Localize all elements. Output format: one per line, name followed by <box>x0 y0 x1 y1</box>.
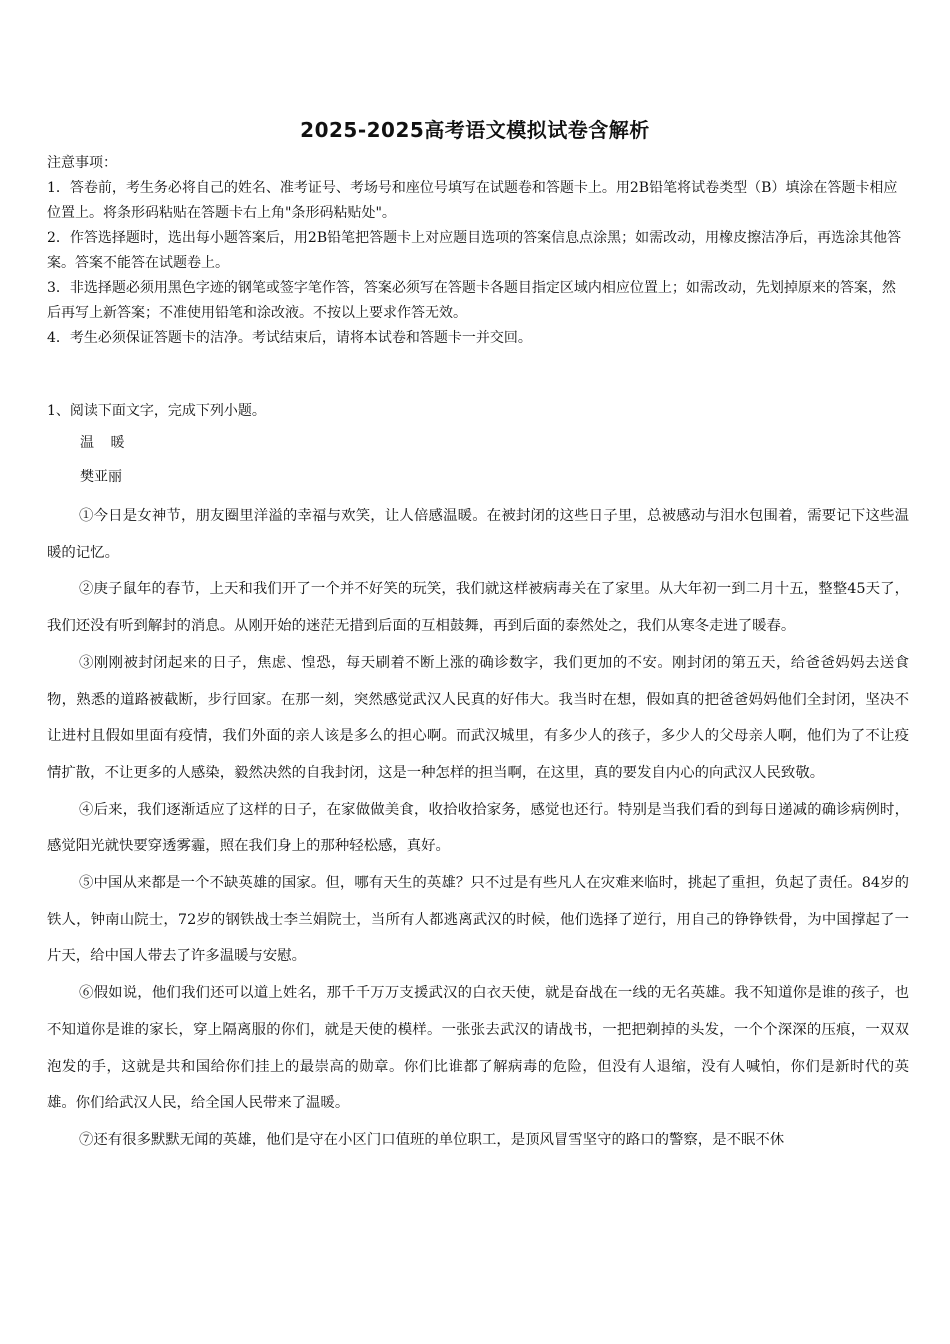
notice-heading: 注意事项： <box>47 155 117 171</box>
article-body <box>47 498 909 1159</box>
article-paragraph: ④后来，我们逐渐适应了这样的日子，在家做做美食，收拾收拾家务，感觉也还行。特别是当我们看的到每日递减的确诊病例时，感觉阳光就快要穿透雾霾，照在我们身上的那种轻松感，真好。 <box>47 801 909 855</box>
article-paragraph: ⑥假如说，他们我们还可以道上姓名，那千千万万支援武汉的白衣天使，就是奋战在一线的无名英雄。我不知道你是谁的孩子，也不知道你是谁的家长，穿上隔离服的你们，就是天使的模样。一张张去武汉的请战书，一把把剃掉的头发，一个个深深的压痕，一双双泡发的手，这就是共和国给你们挂上的最崇高的勋章。你们比谁都了解病毒的危险，但没有人退缩，没有人喊怕，你们是新时代的英雄。你们给武汉人民，给全国人民带来了温暖。 <box>47 985 909 1112</box>
question-intro: 1、阅读下面文字，完成下列小题。 <box>47 403 266 419</box>
article-paragraph: ②庚子鼠年的春节，上天和我们开了一个并不好笑的玩笑，我们就这样被病毒关在了家里。从大年初一到二月十五，整整45天了，我们还没有听到解封的消息。从刚开始的迷茫无措到后面的互相鼓舞，再到后面的泰然处之，我们从寒冬走进了暖春。 <box>47 581 909 635</box>
article-paragraph: ①今日是女神节，朋友圈里洋溢的幸福与欢笑，让人倍感温暖。在被封闭的这些日子里，总被感动与泪水包围着，需要记下这些温暖的记忆。 <box>47 508 909 561</box>
notice-item: 3．非选择题必须用黑色字迹的钢笔或签字笔作答，答案必须写在答题卡各题目指定区域内相应位置上；如需改动，先划掉原来的答案，然后再写上新答案；不准使用铅笔和涂改液。不按以上要求作答无效。 <box>47 280 896 321</box>
notice-section <box>47 151 909 351</box>
article-title: 温 暖 <box>80 435 131 451</box>
notice-item: 2．作答选择题时，选出每小题答案后，用2B铅笔把答题卡上对应题目选项的答案信息点涂黑；如需改动，用橡皮擦洁净后，再选涂其他答案。答案不能答在试题卷上。 <box>47 230 902 271</box>
notice-item: 4．考生必须保证答题卡的洁净。考试结束后，请将本试卷和答题卡一并交回。 <box>47 330 532 346</box>
notice-item: 1．答卷前，考生务必将自己的姓名、准考证号、考场号和座位号填写在试题卷和答题卡上。用2B铅笔将试卷类型（B）填涂在答题卡相应位置上。将条形码粘贴在答题卡右上角"条形码粘贴处"。 <box>47 180 898 221</box>
article-author: 樊亚丽 <box>80 469 122 485</box>
article-paragraph: ⑤中国从来都是一个不缺英雄的国家。但，哪有天生的英雄？只不过是有些凡人在灾难来临时，挑起了重担，负起了责任。84岁的铁人，钟南山院士，72岁的钢铁战士李兰娟院士，当所有人都逃离武汉的时候，他们选择了逆行，用自己的铮铮铁骨，为中国撑起了一片天，给中国人带去了许多温暖与安慰。 <box>47 875 909 965</box>
document-title: 2025-2025高考语文模拟试卷含解析 <box>300 118 650 142</box>
article-paragraph: ③刚刚被封闭起来的日子，焦虑、惶恐，每天刷着不断上涨的确诊数字，我们更加的不安。刚封闭的第五天，给爸爸妈妈去送食物，熟悉的道路被截断，步行回家。在那一刻，突然感觉武汉人民真的好伟大。我当时在想，假如真的把爸爸妈妈他们全封闭，坚决不让进村且假如里面有疫情，我们外面的亲人该是多么的担心啊。而武汉城里，有多少人的孩子，多少人的父母亲人啊，他们为了不让疫情扩散，不让更多的人感染，毅然决然的自我封闭，这是一种怎样的担当啊，在这里，真的要发自内心的向武汉人民致敬。 <box>47 654 909 781</box>
article-paragraph: ⑦还有很多默默无闻的英雄，他们是守在小区门口值班的单位职工，是顶风冒雪坚守的路口的警察，是不眠不休 <box>79 1131 785 1148</box>
